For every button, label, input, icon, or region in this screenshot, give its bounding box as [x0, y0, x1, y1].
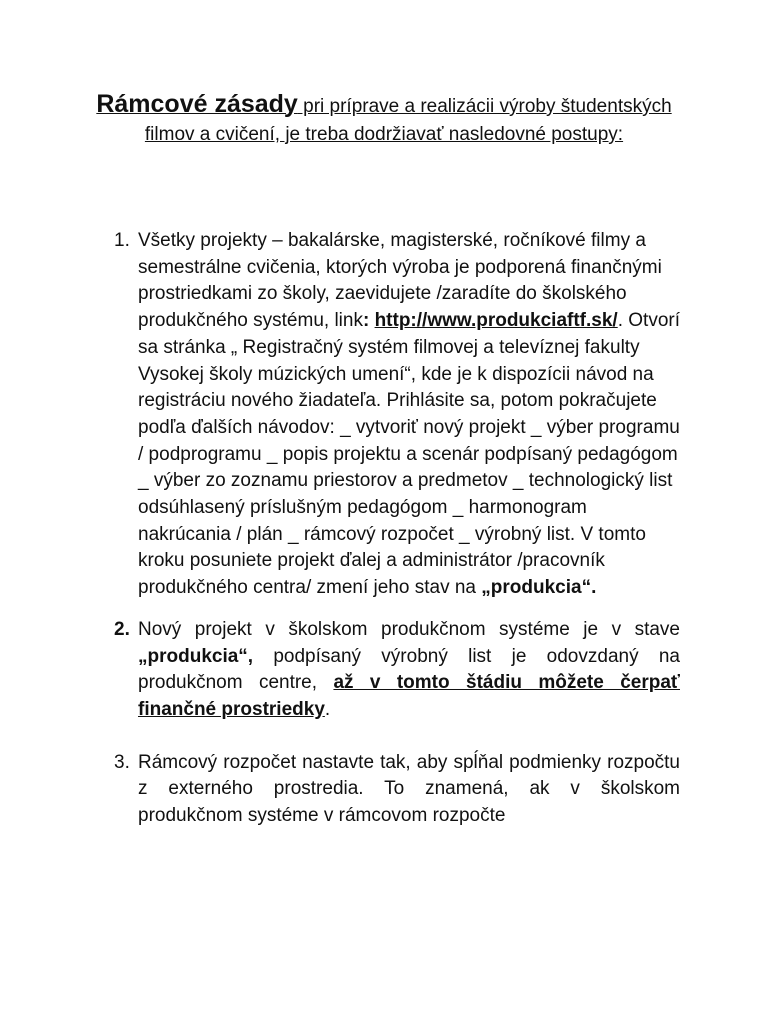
item-1-text-b: . Otvorí sa stránka „ Registračný systém filmovej a televíznej fakulty Vysokej školy múzických umení“, kde je k dispozícii návod na registráciu nového žiadateľa. Prihlásite sa, potom pokračujete podľa ďalších návodov: _ vytvoriť nový projekt _ výber programu / podprogramu _ popis projektu a scenár podpísaný pedagógom _ výber zo zoznamu priestorov a predmetov _ technologický list odsúhlasený príslušným pedagógom _ harmonogram nakrúcania / plán _ rámcový rozpočet _ výrobný list. V tomto kroku posuniete projekt ďalej a administrátor /pracovník produkčného centra/ zmení jeho stav na: [138, 310, 680, 599]
list-item-2: [100, 617, 680, 724]
item-2-emphasis: až v tomto štádiu môžete čerpať finančné prostriedky: [138, 672, 680, 720]
item-1-status: „produkcia“.: [481, 577, 597, 599]
item-3-text: Rámcový rozpočet nastavte tak, aby spĺňal podmienky rozpočtu z externého prostredia. To znamená, ak v školskom produkčnom systéme v rámcovom rozpočte: [138, 751, 680, 827]
item-3-number: 3.: [114, 751, 130, 773]
numbered-list: [100, 228, 680, 830]
item-2-text-b: podpísaný výrobný list je odovzdaný na produkčnom centre,: [138, 645, 680, 694]
title-bold: Rámcové zásady: [96, 90, 298, 118]
produkcia-link[interactable]: http://www.produkciaftf.sk/: [374, 310, 618, 332]
item-1-number: 1.: [114, 230, 130, 251]
item-2-status: „produkcia“,: [138, 645, 254, 667]
item-1-text-a: Všetky projekty – bakalárske, magisterské, ročníkové filmy a semestrálne cvičenia, ktorých výroba je podporená finančnými prostriedkami zo školy, zaevidujete /zaradíte do školského produkčného systému, link: [138, 230, 662, 332]
item-2-text-a: Nový projekt v školskom produkčnom systéme je v stave: [138, 618, 680, 640]
title-rest: pri príprave a realizácii výroby študentských filmov a cvičení, je treba dodržiavať nasledovné postupy:: [144, 96, 672, 145]
list-item-1: [100, 228, 680, 602]
document-title: [70, 90, 698, 149]
item-2-number: 2.: [114, 618, 130, 640]
item-2-end: .: [324, 698, 331, 720]
list-item-3: [100, 750, 680, 830]
item-1-colon: :: [362, 310, 370, 332]
